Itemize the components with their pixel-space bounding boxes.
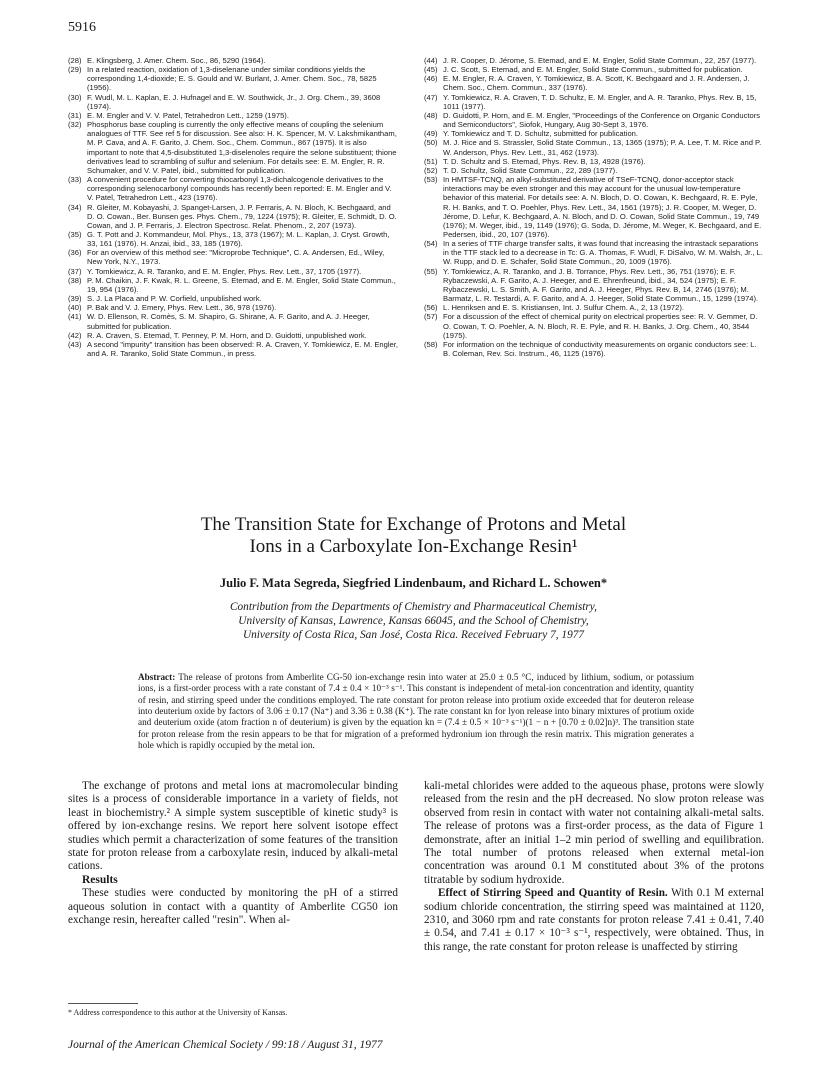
reference-item: [424, 74, 764, 92]
ref-number: (52): [424, 165, 438, 175]
reference-item: [424, 303, 764, 312]
intro-paragraph: The exchange of protons and metal ions at macromolecular binding sites is a process of considerable importance in a variety of fields, not least in biochemistry.² A simple system susceptible of kinetic study³ is offered by ion-exchange resins. We report here solvent isotope effect studies which permit a characterization of some features of the transition state for proton release from a carboxylate resin, induced by alkali-metal cations.: [68, 780, 398, 873]
ref-number: (40): [68, 303, 82, 313]
ref-text: D. Guidotti, P. Horn, and E. M. Engler, "Proceedings of the Conference on Organic Conductors and Semiconductors", Siofok, Hungary, Aug 30-Sept 3, 1976.: [443, 110, 761, 130]
ref-number: (35): [68, 229, 82, 239]
ref-number: (32): [68, 120, 82, 130]
ref-text: R. A. Craven, S. Etemad, T. Penney, P. M. Horn, and D. Guidotti, unpublished work.: [87, 330, 367, 340]
article-title: [0, 514, 827, 558]
ref-number: (50): [424, 138, 438, 148]
reference-item: [424, 93, 764, 111]
body-column-left: [68, 780, 398, 927]
ref-text: Phosphorus base coupling is currently the only effective means of coupling the selenium analogues of TTF. See ref 5 for discussion. See also: H. K. Spencer, M. V. Lakshmikantham, M. P. Cava, and A. F. Garito, J. Chem. Soc., Chem. Commun., 867 (1975). It is also important to note that 4,5-disubstituted 1,3-diselenoles require the selone substituent; thione derivatives lead to scrambling of sulfur and selenium. For details see: E. M. Engler, R. R. Schumaker, and V. V. Patel, ibid., submitted for publication.: [87, 120, 397, 175]
ref-number: (53): [424, 175, 438, 185]
references-left: [68, 56, 398, 358]
reference-item: [424, 312, 764, 339]
ref-text: Y. Tomkiewicz and T. D. Schultz, submitted for publication.: [443, 129, 638, 139]
reference-item: [68, 294, 398, 303]
reference-item: [68, 203, 398, 230]
ref-text: In a series of TTF charge transfer salts, it was found that increasing the intrastack separations in the TTF stack led to a decrease in Tc: G. A. Thomas, F. Wudl, F. DiSalvo, W. M. Walsh, Jr., L. W. Rupp, and D. E. Schafer, Solid State Commun., 20, 1009 (1976).: [443, 239, 763, 267]
reference-item: [68, 120, 398, 175]
ref-text: F. Wudl, M. L. Kaplan, E. J. Hufnagel and E. W. Southwick, Jr., J. Org. Chem., 39, 3608 (1974).: [87, 92, 381, 111]
ref-number: (39): [68, 294, 82, 304]
ref-number: (33): [68, 175, 82, 185]
footnote-rule: [68, 1003, 138, 1004]
results-paragraph: These studies were conducted by monitoring the pH of a stirred aqueous solution in contact with a quantity of Amberlite CG50 ion exchange resin, hereafter called "resin". When al-: [68, 887, 398, 927]
ref-number: (49): [424, 129, 438, 139]
title-line: The Transition State for Exchange of Protons and Metal: [200, 514, 627, 535]
ref-number: (30): [68, 92, 82, 102]
ref-text: Y. Tomkiewicz, R. A. Craven, T. D. Schultz, E. M. Engler, and A. R. Taranko, Phys. Rev. B, 15, 1011 (1977).: [443, 92, 757, 111]
ref-number: (29): [68, 65, 82, 75]
reference-item: [424, 157, 764, 166]
ref-text: P. Bak and V. J. Emery, Phys. Rev. Lett., 36, 978 (1976).: [87, 303, 277, 313]
reference-item: [68, 303, 398, 312]
ref-number: (34): [68, 202, 82, 212]
ref-number: (48): [424, 110, 438, 120]
ref-text: G. T. Pott and J. Kommandeur, Mol. Phys., 13, 373 (1967); M. L. Kaplan, J. Cryst. Growth, 33, 161 (1976). H. Anzai, ibid., 33, 185 (1976).: [87, 229, 390, 249]
ref-text: M. J. Rice and S. Strassler, Solid State Commun., 13, 1365 (1975); P. A. Lee, T. M. Rice and P. W. Anderson, Phys. Rev. Lett., 31, 462 (1973).: [443, 138, 762, 157]
run-in-heading: Effect of Stirring Speed and Quantity of Resin.: [438, 887, 668, 900]
references-right: [424, 56, 764, 358]
ref-number: (45): [424, 65, 438, 75]
ref-text: For a discussion of the effect of chemical purity on electrical properties see: R. V. Gemmer, D. O. Cowan, T. O. Poehler, A. N. Bloch, R. E. Pyle, and R. H. Banks, J. Org. Chem., 40, 3544 (1975).: [443, 312, 758, 340]
ref-number: (54): [424, 239, 438, 249]
ref-text: P. M. Chaikin, J. F. Kwak, R. L. Greene, S. Etemad, and E. M. Engler, Solid State Commun., 19, 954 (1976).: [87, 275, 396, 294]
ref-text: E. Klingsberg, J. Amer. Chem. Soc., 86, 5290 (1964).: [87, 56, 266, 65]
reference-item: [68, 175, 398, 202]
ref-text: E. M. Engler and V. V. Patel, Tetrahedron Lett., 1259 (1975).: [87, 110, 289, 120]
body-column-right: [424, 780, 764, 954]
reference-item: [424, 129, 764, 138]
ref-text: S. J. La Placa and P. W. Corfield, unpublished work.: [87, 294, 262, 304]
ref-text: L. Henriksen and E. S. Kristiansen, Int. J. Sulfur Chem. A., 2, 13 (1972).: [443, 303, 685, 313]
ref-text: T. D. Schultz, Solid State Commun., 22, 289 (1977).: [443, 165, 618, 175]
affiliation-line: University of Costa Rica, San José, Costa Rica. Received February 7, 1977: [242, 629, 585, 641]
author-list: Julio F. Mata Segreda, Siegfried Lindenbaum, and Richard L. Schowen*: [219, 576, 608, 590]
affiliation-line: Contribution from the Departments of Chemistry and Pharmaceutical Chemistry,: [229, 601, 598, 613]
reference-item: [68, 93, 398, 111]
ref-number: (44): [424, 56, 438, 65]
ref-number: (55): [424, 266, 438, 276]
reference-item: [424, 56, 764, 65]
ref-text: J. R. Cooper, D. Jérome, S. Etemad, and E. M. Engler, Solid State Commun., 22, 257 (1977).: [443, 56, 757, 65]
ref-text: W. D. Ellenson, R. Comès, S. M. Shapiro, G. Shirane, A. F. Garito, and A. J. Heeger, submitted for publication.: [87, 312, 370, 331]
reference-item: [424, 340, 764, 358]
stirring-text: With 0.1 M external sodium chloride concentration, the stirring speed was maintained at 1120, 2310, and 3060 rpm and rate constants for proton release 7.41 ± 0.41, 7.40 ± 0.54, and 7.41 ± 0.17 × 10⁻³ s⁻¹, respectively, were obtained. Thus, in this range, the rate constant for proton release is unaffected by stirring: [424, 887, 764, 953]
ref-text: A second "impurity" transition has been observed: R. A. Craven, Y. Tomkiewicz, E. M. Engler, and A. R. Taranko, Solid State Commun., in press.: [87, 339, 398, 358]
ref-number: (43): [68, 339, 82, 349]
ref-text: For information on the technique of conductivity measurements on organic conductors see: L. B. Coleman, Rev. Sci. Instrum., 46, 1125 (1976).: [443, 339, 757, 358]
ref-number: (51): [424, 156, 438, 166]
ref-number: (28): [68, 56, 82, 65]
ref-number: (56): [424, 303, 438, 313]
reference-item: [68, 111, 398, 120]
reference-item: [68, 65, 398, 92]
reference-item: [424, 166, 764, 175]
reference-item: [424, 138, 764, 156]
abstract: [138, 672, 694, 751]
ref-number: (36): [68, 248, 82, 258]
journal-footer: Journal of the American Chemical Society / 99:18 / August 31, 1977: [68, 1039, 383, 1051]
reference-item: [424, 65, 764, 74]
reference-item: [68, 248, 398, 266]
reference-item: [424, 175, 764, 239]
ref-text: Y. Tomkiewicz, A. R. Taranko, and E. M. Engler, Phys. Rev. Lett., 37, 1705 (1977).: [87, 266, 362, 276]
ref-text: In a related reaction, oxidation of 1,3-diselenane under similar conditions yields the corresponding 1,4-dioxide; E. S. Gould and W. Burlant, J. Amer. Chem. Soc., 78, 5825 (1956).: [87, 65, 377, 93]
ref-number: (47): [424, 92, 438, 102]
reference-item: [68, 331, 398, 340]
reference-item: [68, 56, 398, 65]
reference-item: [424, 111, 764, 129]
abstract-label: Abstract:: [138, 672, 176, 682]
ref-number: (57): [424, 312, 438, 322]
abstract-text: The release of protons from Amberlite CG-50 ion-exchange resin into water at 25.0 ± 0.5 °C, induced by lithium, sodium, or potassium ions, is a first-order process with a rate constant of 7.4 ± 0.4 × 10⁻³ s⁻¹. This constant is independent of metal-ion concentration and identity, quantity of resin, and stirring speed under the conditions employed. The rate constant for proton release into protium oxide exceeded that for deuteron release into deuterium oxide by factors of 3.06 ± 0.17 (Na⁺) and 3.36 ± 0.38 (K⁺). The rate constant kn for lyon release into binary mixtures of protium oxide and deuterium oxide (atom fraction n of deuterium) is given by the equation kn = (7.4 ± 0.5 × 10⁻³ s⁻¹)(1 − n + [0.70 ± 0.02]n)³. The transition state for proton release from the resin appears to be that for migration of a preformed hydronium ion through the resin matrix. This migration generates a hole which is rapidly occupied by the metal ion.: [138, 672, 694, 751]
page-number: 5916: [68, 20, 96, 35]
title-line: Ions in a Carboxylate Ion-Exchange Resin¹: [249, 536, 578, 557]
affiliation: [0, 600, 827, 642]
ref-number: (37): [68, 266, 82, 276]
ref-text: In HMTSF-TCNQ, an alkyl-substituted derivative of TSeF-TCNQ, donor-acceptor stack interactions may be even stronger and this may account for the unusual low-temperature behavior of this material. For details see: A. N. Bloch, D. O. Cowan, K. Bechgaard, R. E. Pyle, R. H. Banks, and T. O. Poehler, Phys. Rev. Lett., 34, 1561 (1975); J. R. Cooper, M. Weger, D. Jérome, D. Lefur, K. Bechgaard, A. N. Bloch, and D. O. Cowan, Solid State Commun., 19, 749 (1976); M. Weger, ibid., 19, 1149 (1976); G. Soda, D. Jérome, M. Weger, K. Bechgaard, and E. Pedersen, ibid., 20, 107 (1976).: [443, 175, 762, 239]
reference-item: [68, 267, 398, 276]
ref-text: Y. Tomkiewicz, A. R. Taranko, and J. B. Torrance, Phys. Rev. Lett., 36, 751 (1976); E. F. Rybaczewski, A. F. Garito, A. J. Heeger, and E. Ehrenfreund, ibid., 34, 524 (1975); E. F. Rybaczewski, L. S. Smith, A. F. Garito, and A. J. Heeger, Phys. Rev. B, 14, 2746 (1976); M. Barmatz, L. R. Testardi, A. F. Garito, and A. J. Heeger, Solid State Commun., 15, 1299 (1974).: [443, 266, 759, 304]
ref-number: (46): [424, 74, 438, 84]
ref-text: R. Gleiter, M. Kobayashi, J. Spanget-Larsen, J. P. Ferraris, A. N. Bloch, K. Bechgaard, and D. O. Cowan., Ber. Bunsen ges. Phys. Chem., 79, 1224 (1975); R. Gleiter, E. Schmidt, D. O. Cowan, and J. P. Ferraris, J. Electron Spectrosc. Relat. Phenom., 2, 207 (1973).: [87, 202, 397, 230]
reference-item: [424, 267, 764, 304]
ref-text: A convenient procedure for converting thiocarbonyl 1,3-dichalcogenole derivatives to the corresponding selenocarbonyl compounds has recently been reported: E. M. Engler and V. V. Patel, Tetrahedron Lett., 423 (1976).: [87, 175, 392, 203]
body-paragraph: kali-metal chlorides were added to the aqueous phase, protons were slowly released from the resin and the pH decreased. No slow proton release was observed from resin in contact with water not containing alkali-metal salts. The release of protons was a first-order process, as the data of Figure 1 demonstrate, after an initial 1–2 min period of swelling and equilibration. The total number of protons released when external metal-ion concentration was around 0.1 M constituted about 3% of the protons titratable by sodium hydroxide.: [424, 780, 764, 886]
ref-text: J. C. Scott, S. Etemad, and E. M. Engler, Solid State Commun., submitted for publication.: [443, 65, 743, 75]
affiliation-line: University of Kansas, Lawrence, Kansas 66045, and the School of Chemistry,: [238, 615, 589, 627]
results-heading: Results: [82, 873, 118, 886]
ref-text: E. M. Engler, R. A. Craven, Y. Tomkiewicz, B. A. Scott, K. Bechgaard and J. R. Andersen, J. Chem. Soc., Chem. Commun., 337 (1976).: [443, 74, 750, 93]
ref-text: T. D. Schultz and S. Etemad, Phys. Rev. B, 13, 4928 (1976).: [443, 156, 646, 166]
ref-number: (31): [68, 110, 82, 120]
ref-number: (58): [424, 339, 438, 349]
reference-item: [68, 312, 398, 330]
ref-number: (38): [68, 275, 82, 285]
reference-item: [424, 239, 764, 266]
reference-item: [68, 340, 398, 358]
ref-number: (41): [68, 312, 82, 322]
footnote: * Address correspondence to this author at the University of Kansas.: [68, 1008, 288, 1017]
ref-text: For an overview of this method see: "Microprobe Technique", C. A. Andersen, Ed., Wiley, New York, N.Y., 1973.: [87, 248, 385, 267]
reference-item: [68, 276, 398, 294]
stirring-paragraph: [424, 887, 764, 954]
reference-item: [68, 230, 398, 248]
ref-number: (42): [68, 330, 82, 340]
